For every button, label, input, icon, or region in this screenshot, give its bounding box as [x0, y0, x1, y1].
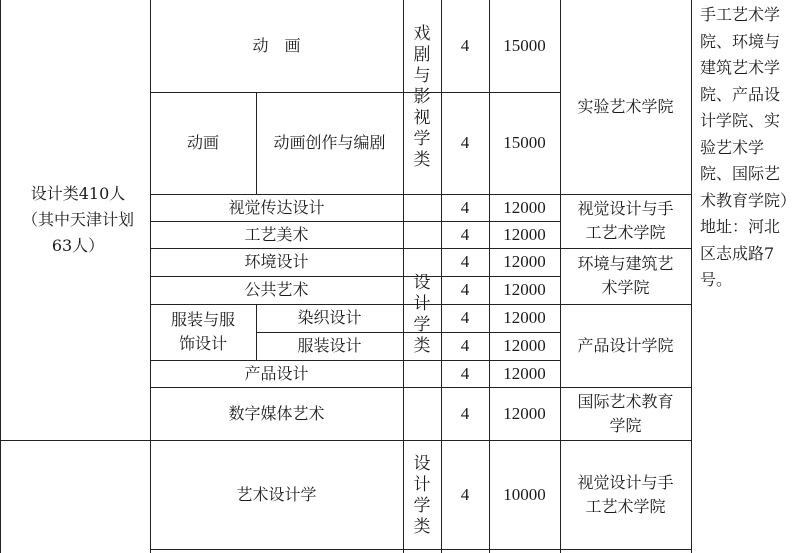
college-visual-crafts: 视觉设计与手工艺术学院 — [577, 199, 674, 242]
table-rule — [691, 0, 692, 553]
major-environment: 环境设计 — [244, 252, 309, 271]
college-environment-architecture: 环境与建筑艺术学院 — [577, 254, 674, 297]
major-animation-writing: 动画创作与编剧 — [273, 133, 386, 152]
category-design: 设计学类 — [413, 273, 431, 356]
major-public-art: 公共艺术 — [244, 280, 309, 299]
fee-cell: 12000 — [503, 224, 546, 244]
college-experimental: 实验艺术学院 — [577, 97, 674, 116]
major-textile: 染织设计 — [297, 308, 362, 327]
direction-animation: 动画 — [186, 133, 219, 152]
years-cell: 4 — [460, 403, 470, 423]
category-drama: 戏剧与影视学类 — [413, 23, 431, 170]
group-label: 设计类410人（其中天津计划63人） — [22, 184, 135, 255]
fee-cell: 15000 — [503, 36, 546, 55]
years-cell: 4 — [460, 224, 470, 244]
table-rule — [403, 0, 404, 553]
major-art-design: 艺术设计学 — [236, 484, 317, 504]
fee-cell: 15000 — [503, 133, 546, 152]
fee-cell: 12000 — [503, 280, 546, 299]
fee-cell: 12000 — [503, 403, 546, 423]
major-crafts: 工艺美术 — [244, 224, 309, 244]
years-cell: 4 — [460, 484, 470, 504]
years-cell: 4 — [460, 308, 470, 327]
table-rule — [0, 0, 1, 553]
fee-cell: 10000 — [503, 484, 546, 504]
address-note: 手工艺术学院、环境与建筑艺术学院、产品设计学院、实验艺术学院、国际艺术教育学院）地址：河北区志成路7号。 — [700, 5, 789, 289]
years-cell: 4 — [460, 363, 470, 383]
college-visual-crafts-bottom: 视觉设计与手工艺术学院 — [577, 472, 674, 516]
fee-cell: 12000 — [503, 336, 546, 355]
years-cell: 4 — [460, 36, 470, 55]
category-design-bottom: 设计学类 — [413, 454, 431, 537]
direction-fashion: 服装与服饰设计 — [170, 310, 235, 353]
table-rule — [150, 549, 691, 550]
fee-cell: 12000 — [503, 252, 546, 271]
major-digital-media: 数字媒体艺术 — [228, 403, 325, 423]
major-animation: 动 画 — [252, 36, 301, 55]
years-cell: 4 — [460, 197, 470, 217]
years-cell: 4 — [460, 133, 470, 152]
years-cell: 4 — [460, 280, 470, 299]
major-visual-communication: 视觉传达设计 — [228, 197, 325, 217]
fee-cell: 12000 — [503, 308, 546, 327]
fee-cell: 12000 — [503, 363, 546, 383]
major-product: 产品设计 — [244, 363, 309, 383]
years-cell: 4 — [460, 252, 470, 271]
major-apparel: 服装设计 — [297, 336, 362, 355]
college-product: 产品设计学院 — [577, 335, 674, 355]
fee-cell: 12000 — [503, 197, 546, 217]
college-international: 国际艺术教育学院 — [577, 391, 674, 435]
years-cell: 4 — [460, 336, 470, 355]
